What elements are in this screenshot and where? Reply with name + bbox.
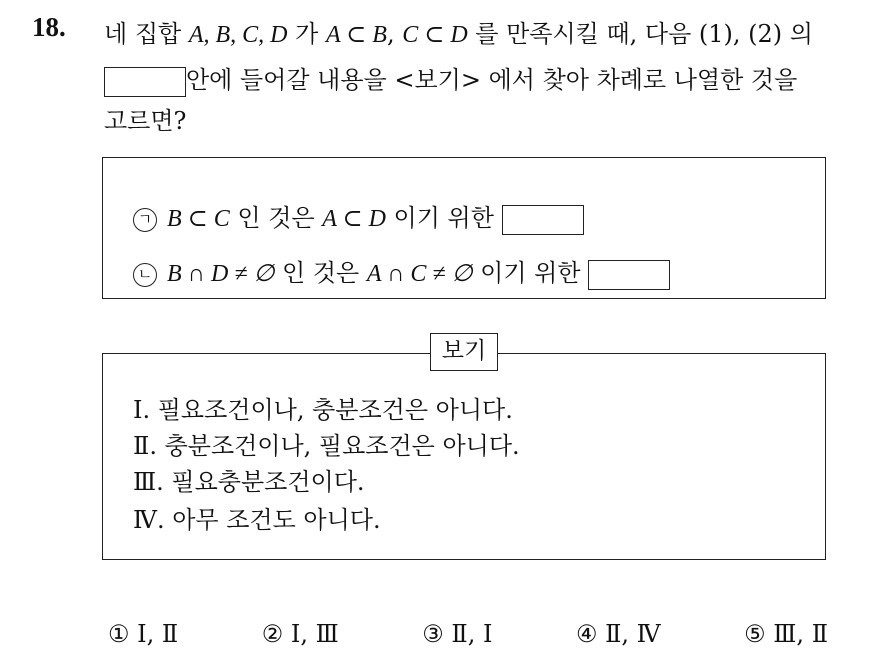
question-text-line-2: 안에 들어갈 내용을 <보기> 에서 찾아 차례로 나열한 것을 xyxy=(186,66,798,94)
condition-1 xyxy=(133,198,584,235)
condition-mid: 인 것은 xyxy=(229,204,323,232)
condition-post: 이기 위한 xyxy=(385,204,494,232)
set-names: A, B, C, D xyxy=(188,22,288,48)
answer-option-4[interactable]: ④ Ⅱ, Ⅳ xyxy=(575,620,661,648)
comma: , xyxy=(386,20,403,48)
choices-box xyxy=(102,353,826,560)
answer-blank xyxy=(104,67,186,97)
question-number: 18. xyxy=(32,12,66,42)
condition-rhs: A ⊂ D xyxy=(322,206,386,232)
relation-c-subset-d: C ⊂ D xyxy=(402,22,468,48)
choice-item-3: Ⅲ. 필요충분조건이다. xyxy=(133,468,365,496)
question-text-post: 를 만족시킬 때, 다음 (1), (2) 의 xyxy=(467,20,813,48)
answer-options xyxy=(108,620,828,654)
answer-option-5[interactable]: ⑤ Ⅲ, Ⅱ xyxy=(744,620,828,648)
condition-rhs: A ∩ C ≠ ∅ xyxy=(366,261,473,287)
question-line-2 xyxy=(104,60,797,97)
condition-blank xyxy=(588,260,670,290)
question-text-pre: 네 집합 xyxy=(104,20,189,48)
condition-2 xyxy=(133,253,670,290)
question-line-3: 고르면? xyxy=(104,107,187,135)
condition-mid: 인 것은 xyxy=(274,259,367,287)
choice-item-2: Ⅱ. 충분조건이나, 필요조건은 아니다. xyxy=(133,432,520,460)
relation-a-subset-b: A ⊂ B xyxy=(325,22,387,48)
answer-option-1[interactable]: ① Ⅰ, Ⅱ xyxy=(108,620,179,648)
question-line-1 xyxy=(104,14,813,49)
choice-item-1: Ⅰ. 필요조건이나, 충분조건은 아니다. xyxy=(133,396,513,424)
answer-option-3[interactable]: ③ Ⅱ, Ⅰ xyxy=(422,620,493,648)
condition-lhs: B ∩ D ≠ ∅ xyxy=(167,261,275,287)
choice-item-4: Ⅳ. 아무 조건도 아니다. xyxy=(133,506,381,534)
condition-post: 이기 위한 xyxy=(472,259,581,287)
condition-marker: ㄱ xyxy=(133,208,157,232)
conditions-box xyxy=(102,157,826,299)
condition-lhs: B ⊂ C xyxy=(167,206,230,232)
question-text-mid: 가 xyxy=(287,20,326,48)
condition-marker: ㄴ xyxy=(133,263,157,287)
choices-box-title: 보기 xyxy=(430,333,498,371)
answer-option-2[interactable]: ② Ⅰ, Ⅲ xyxy=(261,620,339,648)
condition-blank xyxy=(502,205,584,235)
